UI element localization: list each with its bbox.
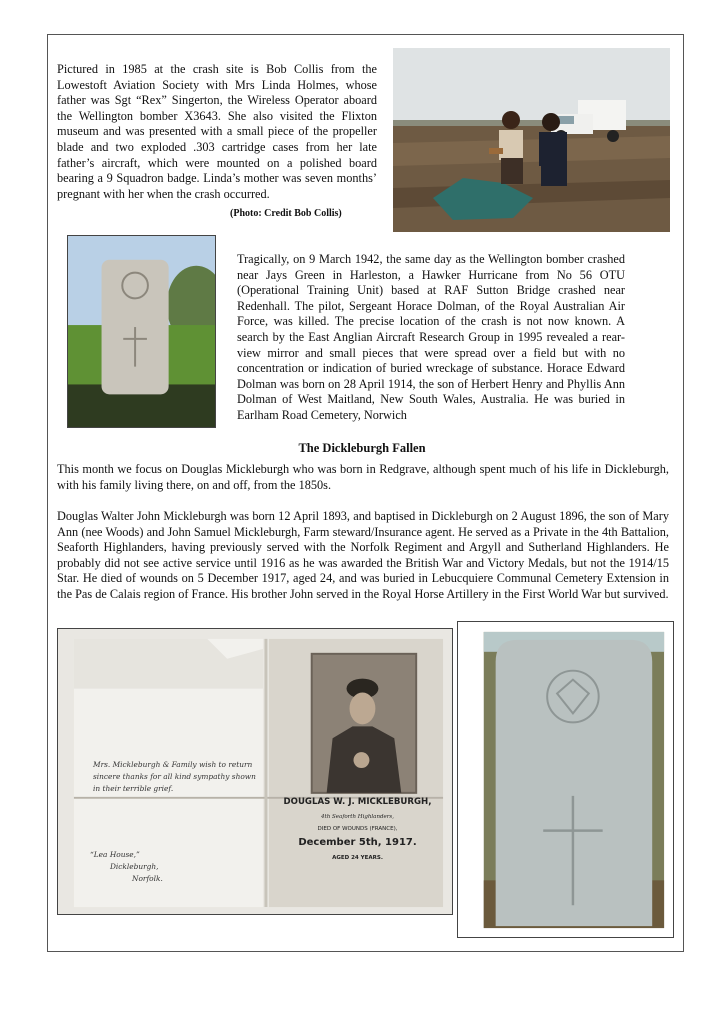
biography-paragraph: Douglas Walter John Mickleburgh was born 12 April 1893, and baptised in Dickleburgh on 2 August 1896, the son of Mary Ann (nee Woods) and John Samuel Mickleburgh, Farm steward/Insurance agent. He served as a Private in the 4th Battalion, Seaforth Highlanders, having previously served with the Norfolk Regiment and Argyll and Sutherland Highlanders. He probably did not see active service until 1916 as he was awarded the British War and Victory Medals, but not the 1914/15 Star. He died of wounds on 5 December 1917, aged 24, and was buried in Lebucquiere Communal Cemetery Extension in the Pas de Calais region of France. His brother John served in the Royal Horse Artillery in the First World War but survived. bbox=[57, 509, 669, 601]
card-soldier-name: DOUGLAS W. J. MICKLEBURGH, bbox=[283, 797, 432, 807]
memorial-card-photo bbox=[57, 628, 453, 915]
hurricane-paragraph: Tragically, on 9 March 1942, the same day as the Wellington bomber crashed near Jays Green in Harleston, a Hawker Hurricane from No 56 OTU (Operational Training Unit) based at RAF Sutton Bridge crashed near Redenhall. The pilot, Sergeant Horace Dolman, of the Royal Australian Air Force, was killed. The precise location of the crash is not now known. A search by the East Anglian Aircraft Research Group in 1995 revealed a rear-view mirror and small pieces that were spread over a field but with no concentration or indication of buried wreckage of substance. Horace Edward Dolman was born on 28 April 1914, the son of Herbert Henry and Phyllis Ann Dolman of West Maitland, New South Wales, Australia. He was buried in Earlham Road Cemetery, Norwich bbox=[237, 252, 625, 422]
intro-paragraph: This month we focus on Douglas Mickleburgh who was born in Redgrave, although spent much of his life in Dickleburgh, with his family living there, on and off, from the 1850s. bbox=[57, 462, 669, 492]
card-address-line: Norfolk. bbox=[132, 874, 163, 883]
card-address-line: “Lea House,” bbox=[90, 850, 140, 859]
card-date: December 5th, 1917. bbox=[298, 837, 417, 848]
photo-credit: (Photo: Credit Bob Collis) bbox=[230, 208, 342, 219]
crash-site-photo bbox=[393, 48, 670, 232]
card-thanks-line: Mrs. Mickleburgh & Family wish to return bbox=[93, 760, 253, 769]
mickleburgh-headstone-photo bbox=[457, 621, 674, 938]
dolman-headstone-photo bbox=[67, 235, 216, 428]
card-thanks-line: in their terrible grief. bbox=[93, 784, 174, 793]
card-thanks-line: sincere thanks for all kind sympathy shown bbox=[93, 772, 256, 781]
card-age: AGED 24 YEARS. bbox=[332, 855, 383, 861]
crash-site-paragraph: Pictured in 1985 at the crash site is Bob Collis from the Lowestoft Aviation Society with Mrs Linda Holmes, whose father was Sgt “Rex” Singerton, the Wireless Operator aboard the Wellington bomber X3643. She also visited the Flixton museum and was presented with a small piece of the propeller blade and two exploded .303 cartridge cases from her late father’s aircraft, which were mounted on a polished board bearing a 9 Squadron badge. Linda’s mother was seven months’ pregnant with her when the crash occurred. bbox=[57, 62, 377, 201]
card-regiment: 4th Seaforth Highlanders, bbox=[321, 814, 394, 820]
section-heading: The Dickleburgh Fallen bbox=[298, 441, 426, 455]
card-address-line: Dickleburgh, bbox=[110, 862, 159, 871]
card-died: DIED OF WOUNDS (FRANCE), bbox=[317, 826, 398, 832]
